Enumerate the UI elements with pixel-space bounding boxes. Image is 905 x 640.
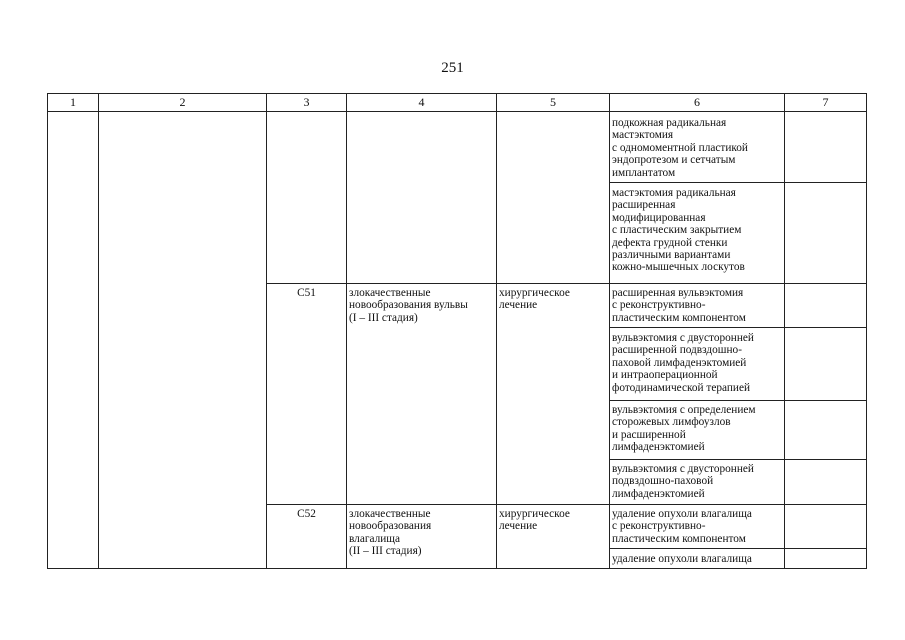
- method-cell: подкожная радикальная мастэктомия с одномоментной пластикой эндопротезом и сетчатым имплантатом: [612, 117, 748, 179]
- column-header-6: 6: [694, 95, 700, 109]
- icd-code-cell: C52: [297, 508, 316, 520]
- method-cell: вульвэктомия с двусторонней подвздошно-паховой лимфаденэктомией: [612, 463, 754, 500]
- column-header-4: 4: [418, 95, 425, 109]
- method-cell: расширенная вульвэктомия с реконструктивно- пластическим компонентом: [612, 287, 746, 324]
- method-cell: вульвэктомия с двусторонней расширенной подвздошно- паховой лимфаденэктомией и интраоперационной фотодинамической терапией: [612, 332, 754, 394]
- method-cell: удаление опухоли влагалища с реконструктивно- пластическим компонентом: [612, 508, 752, 545]
- method-cell: вульвэктомия с определением сторожевых лимфоузлов и расширенной лимфаденэктомией: [612, 404, 756, 454]
- column-header-1: 1: [70, 95, 76, 109]
- treatment-cell: хирургическое лечение: [499, 287, 570, 312]
- diagnosis-cell: злокачественные новообразования вульвы (I – III стадия): [349, 287, 468, 324]
- method-cell: мастэктомия радикальная расширенная модифицированная с пластическим закрытием дефекта грудной стенки различными вариантами кожно-мышечных лоскутов: [612, 187, 745, 274]
- column-header-2: 2: [179, 95, 186, 109]
- icd-code-cell: C51: [297, 287, 316, 299]
- treatment-cell: хирургическое лечение: [499, 508, 570, 533]
- page-number: 251: [441, 60, 464, 76]
- method-cell: удаление опухоли влагалища: [612, 553, 752, 565]
- column-header-5: 5: [550, 95, 556, 109]
- diagnosis-cell: злокачественные новообразования влагалища (II – III стадия): [349, 508, 432, 558]
- column-header-7: 7: [822, 95, 829, 109]
- column-header-3: 3: [303, 95, 310, 109]
